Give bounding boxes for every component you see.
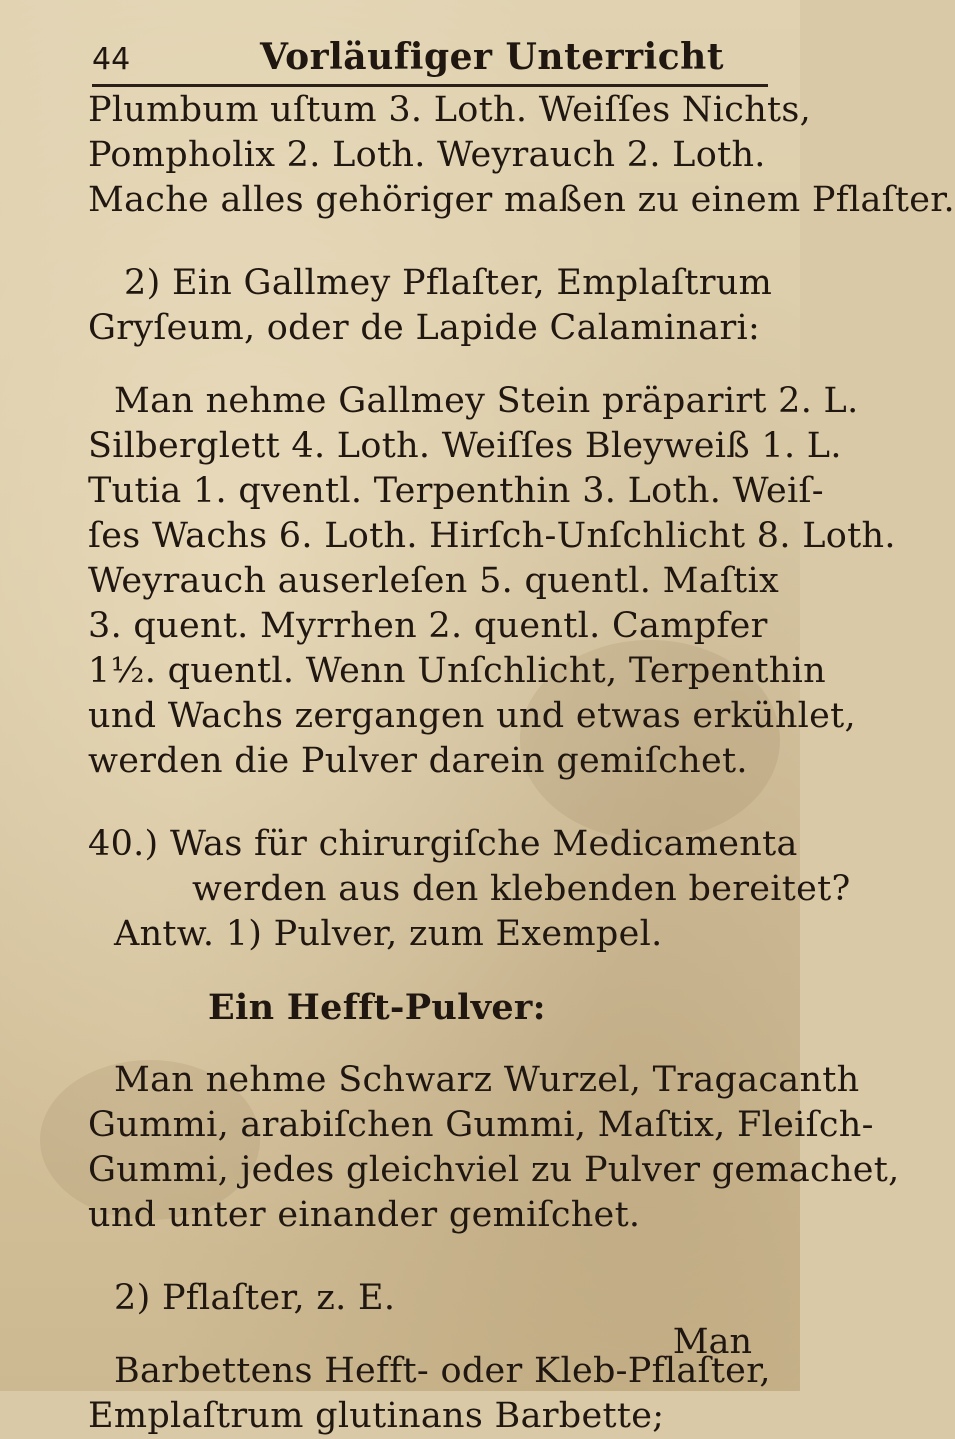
text-line: 1½. quentl. Wenn Unſchlicht, Terpenthin bbox=[88, 651, 826, 691]
text-line: und Wachs zergangen und etwas erkühlet, bbox=[88, 696, 856, 736]
paragraph-gap bbox=[88, 1238, 778, 1276]
text-line: werden die Pulver darein gemiſchet. bbox=[88, 741, 748, 781]
paragraph-gap bbox=[88, 784, 778, 822]
section-heading-line: 2) Ein Gallmey Pflaſter, Emplaſtrum bbox=[124, 263, 773, 303]
catchword: Man bbox=[672, 1322, 752, 1362]
paragraph-gap bbox=[88, 1030, 778, 1058]
text-line: Man nehme Schwarz Wurzel, Tragacanth bbox=[114, 1060, 860, 1100]
text-line: Emplaſtrum glutinans Barbette; bbox=[88, 1396, 665, 1436]
page-number: 44 bbox=[92, 42, 131, 77]
text-line: ſes Wachs 6. Loth. Hirſch-Unſchlicht 8. Loth. bbox=[88, 516, 896, 556]
text-line: Silberglett 4. Loth. Weiſſes Bleyweiß 1. L. bbox=[88, 426, 842, 466]
text-line: Gummi, arabiſchen Gummi, Maſtix, Fleiſch- bbox=[88, 1105, 874, 1145]
paragraph-gap bbox=[88, 351, 778, 379]
question-line: 40.) Was für chirurgiſche Medicamenta bbox=[88, 824, 798, 864]
text-line: Man nehme Gallmey Stein präparirt 2. L. bbox=[114, 381, 859, 421]
text-block bbox=[88, 88, 955, 1439]
running-head: Vorläufiger Unterricht bbox=[260, 36, 724, 78]
text-line: Plumbum uſtum 3. Loth. Weiſſes Nichts, bbox=[88, 90, 812, 130]
subtitle: Ein Hefft-Pulver: bbox=[208, 987, 546, 1028]
paragraph-gap bbox=[88, 223, 778, 261]
question-line: werden aus den klebenden bereitet? bbox=[192, 869, 851, 909]
page-header bbox=[92, 34, 768, 84]
section-heading-line: Gryſeum, oder de Lapide Calaminari: bbox=[88, 308, 761, 348]
text-line: und unter einander gemiſchet. bbox=[88, 1195, 641, 1235]
header-rule bbox=[92, 84, 768, 87]
text-line: Tutia 1. qventl. Terpenthin 3. Loth. Weiſ- bbox=[88, 471, 824, 511]
text-line: Pompholix 2. Loth. Weyrauch 2. Loth. bbox=[88, 135, 766, 175]
text-line: Gummi, jedes gleichviel zu Pulver gemachet, bbox=[88, 1150, 900, 1190]
text-line: Mache alles gehöriger maßen zu einem Pflaſter. bbox=[88, 180, 955, 220]
section-heading-line: 2) Pflaſter, z. E. bbox=[114, 1278, 396, 1318]
text-line: Barbettens Hefft- oder Kleb-Pflaſter, bbox=[114, 1351, 771, 1391]
answer-line: Antw. 1) Pulver, zum Exempel. bbox=[114, 914, 663, 954]
paragraph-gap bbox=[88, 957, 778, 985]
text-line: 3. quent. Myrrhen 2. quentl. Campfer bbox=[88, 606, 768, 646]
text-line: Weyrauch auserleſen 5. quentl. Maſtix bbox=[88, 561, 780, 601]
